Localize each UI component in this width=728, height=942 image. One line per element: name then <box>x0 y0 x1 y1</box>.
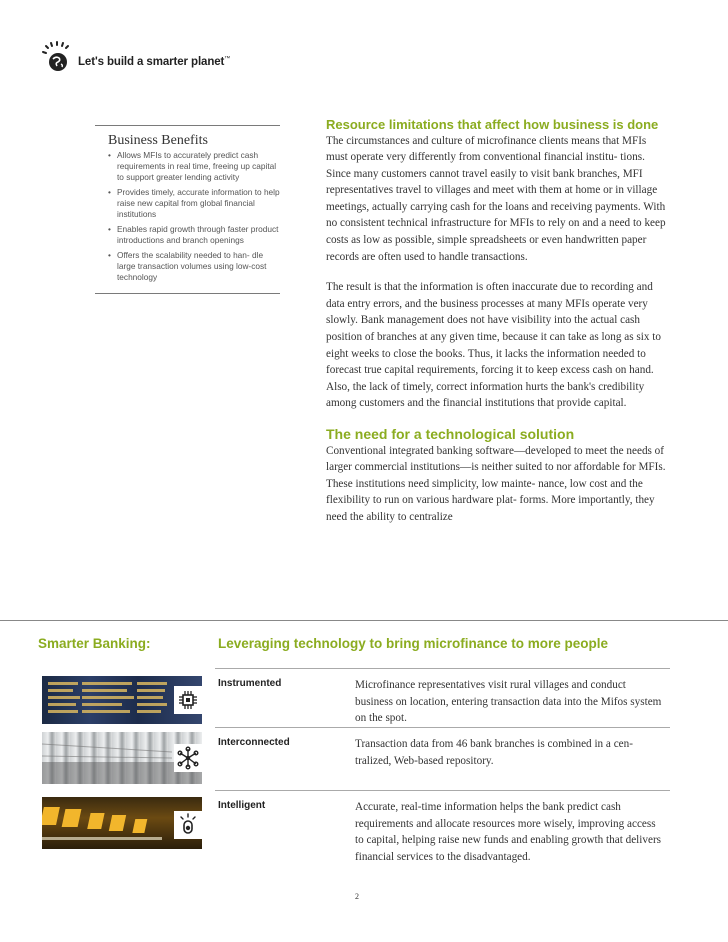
paragraph: The result is that the information is often inaccurate due to recording and data entry errors, and the business processes at many MFIs operate very slowly. Bank management does not have visibility into the actual cash position of branches at any given time, because it can take as long as six to eight weeks to close the books. Thus, it lacks the information needed to forecast true capital requirements, forcing it to keep excess cash on hand. Also, the lack of timely, correct information hurts the bank's credibility among customers and the financial institutions that provide capital. <box>326 281 661 410</box>
section-heading-technology: The need for a technological solution <box>326 426 575 442</box>
section-heading-resources: Resource limitations that affect how business is done <box>326 117 659 132</box>
main-text-column <box>326 117 668 525</box>
globe-icon <box>40 40 74 74</box>
brand-logo <box>40 40 230 74</box>
stock-ticker-image <box>42 797 202 849</box>
smarter-banking-subtitle: Leveraging technology to bring microfinance to more people <box>218 636 609 651</box>
network-icon <box>174 744 202 772</box>
server-racks-image <box>42 732 202 784</box>
section-divider <box>0 620 728 621</box>
row-label: Interconnected <box>218 737 290 748</box>
paragraph: Conventional integrated banking software—developed to meet the needs of larger commercial institutions—is neither suited to nor affordable for MFIs. These institutions need simplicity, low mainte- nance, low cost and the flexibility to run on various hardware plat- forms. More importantly, they need the ability to centralize <box>326 444 666 523</box>
departure-board-image <box>42 676 202 724</box>
benefits-bottom-rule <box>95 293 280 294</box>
row-description: Transaction data from 46 bank branches is combined in a cen- tralized, Web-based repository. <box>355 738 633 767</box>
benefits-list <box>108 150 280 283</box>
row-label: Intelligent <box>218 800 266 811</box>
lightbulb-icon <box>174 811 202 839</box>
benefits-title: Business Benefits <box>108 133 208 148</box>
row-label: Instrumented <box>218 678 282 689</box>
benefits-top-rule <box>95 125 280 126</box>
row-description: Microfinance representatives visit rural villages and conduct business on location, entering transaction data into the Mifos system on the spot. <box>355 679 662 724</box>
row-description: Accurate, real-time information helps the bank predict cash requirements and allocate resources more wisely, improving access to capital, helping raise new funds and enabling growth that delivers financial services to the disadvantaged. <box>355 801 662 863</box>
benefit-item: • Offers the scalability needed to han- dle large transaction volumes using low-cost technology <box>108 250 280 283</box>
chip-icon <box>174 686 202 714</box>
benefit-item: • Enables rapid growth through faster product introductions and branch openings <box>108 224 280 246</box>
row-rule <box>215 727 670 728</box>
benefit-item: • Allows MFIs to accurately predict cash requirements in real time, freeing up capital to support greater lending activity <box>108 150 280 183</box>
brand-tagline: Let's build a smarter planet™ <box>78 56 231 68</box>
business-benefits-box <box>95 125 280 294</box>
row-rule <box>215 790 670 791</box>
benefit-item: • Provides timely, accurate information to help raise new capital from global financial institutions <box>108 187 280 220</box>
paragraph: The circumstances and culture of microfinance clients means that MFIs must operate very differently from conventional financial institu- tions. Since many customers cannot travel easily to visit bank branches, MFI representatives travel to villages and meet with them at home or in village meetings, actually carrying cash for the loans and receiving payments. With no consistent technical infrastructure for MFIs to rely on and a need to keep costs as low as possible, simple spreadsheets or even handwritten paper records are often used to handle transactions. <box>326 134 666 263</box>
smarter-banking-title: Smarter Banking: <box>38 636 151 651</box>
page-number: 2 <box>355 892 359 901</box>
row-rule <box>215 668 670 669</box>
